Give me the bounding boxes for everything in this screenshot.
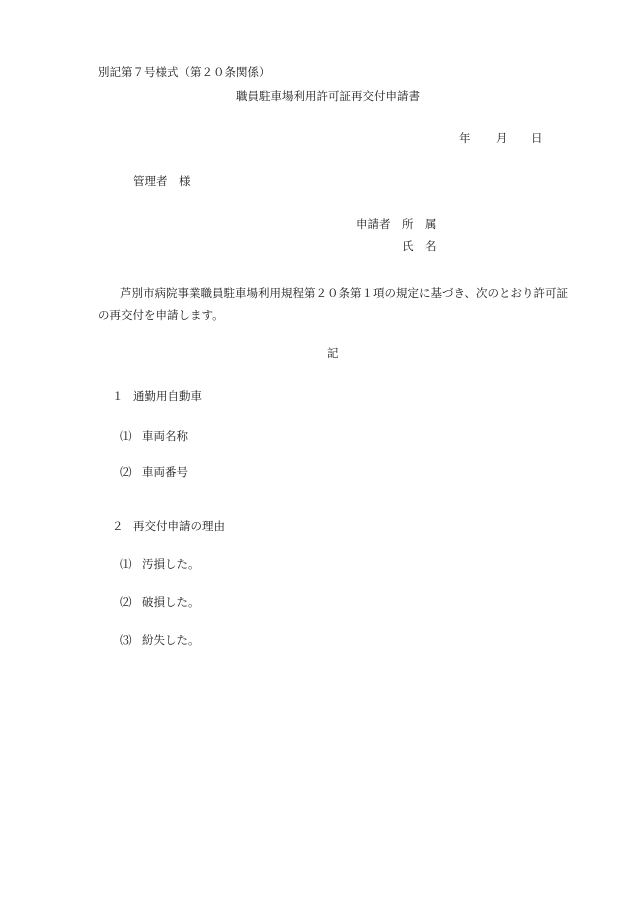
section-2-heading [112,520,225,534]
section-2-title: 再交付申請の理由 [133,519,225,533]
date-year-label: 年 [459,131,471,145]
section-2-item-1 [120,558,200,572]
section-1-item-2 [120,466,188,480]
applicant-label: 申請者 [356,217,391,231]
body-paragraph: 芦別市病院事業職員駐車場利用規程第２０条第１項の規定に基づき、次のとおり許可証の再交付を申請します。 [98,286,569,322]
section-2-number: ２ [112,519,124,533]
name-label: 氏 名 [402,239,437,253]
item-text: 汚損した。 [142,557,200,571]
item-text: 紛失した。 [142,633,200,647]
item-number: ⑵ [120,595,132,609]
item-number: ⑵ [120,465,132,479]
item-text: 破損した。 [142,595,200,609]
date-month-label: 月 [496,131,508,145]
item-text: 車両名称 [142,429,188,443]
section-2-item-3 [120,634,200,648]
section-2-item-2 [120,596,200,610]
section-1-heading [112,390,202,404]
item-text: 車両番号 [142,465,188,479]
affiliation-label: 所 属 [402,217,437,231]
section-1-number: １ [112,389,124,403]
item-number: ⑴ [120,429,132,443]
section-1-item-1 [120,430,188,444]
document-title: 職員駐車場利用許可証再交付申請書 [236,89,420,103]
item-number: ⑶ [120,633,132,647]
form-number: 別記第７号様式（第２０条関係） [98,65,271,79]
addressee: 管理者 様 [133,174,191,188]
ki-heading: 記 [327,346,339,360]
item-number: ⑴ [120,557,132,571]
section-1-title: 通勤用自動車 [133,389,202,403]
date-day-label: 日 [531,131,543,145]
